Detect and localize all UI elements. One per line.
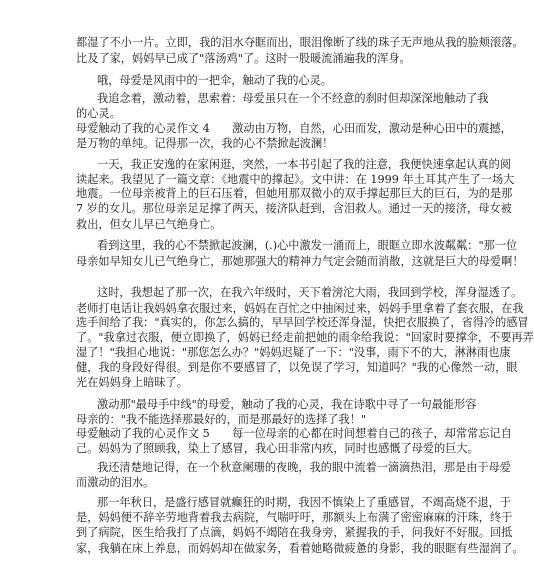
text-line: 母爱触动了我的心灵作文 5 每一位母亲的心都在时间想着自己的孩子，却常常忘记自 xyxy=(76,427,512,440)
text-line: 光在妈妈身上暗昧了。 xyxy=(76,376,188,389)
text-line: 家，我躺在床上养息，而妈妈却在做家务，看着她略微疲惫的身影，我的眼眶有些湿润了。 xyxy=(76,542,524,555)
text-line: 是万物的单纯。记得那一次，我的心不禁掀起波澜！ xyxy=(76,137,334,150)
text-line: 哦，母爱是风雨中的一把伞，触动了我的心灵。 xyxy=(97,74,332,87)
text-line: 我还清楚地记得，在一个秋意阑珊的夜晚，我的眼中流着一滴滴热泪，那是由于母爱 xyxy=(97,461,511,474)
text-line: 都湿了不小一片。立即，我的泪水夺眶而出，眼泪像断了线的珠子无声地从我的脸颊滚落。 xyxy=(76,36,524,49)
text-line: 的心灵。 xyxy=(76,107,121,120)
text-line: 看到这里，我的心不禁掀起波澜，(.)心中激发一涌而上，眼眶立即水波粼粼："那一位 xyxy=(97,239,518,252)
text-line: 地震。一位母亲被背上的巨石压着，但她用那双微小的双手撑起那巨大的巨石，为的是那 xyxy=(76,187,513,200)
text-line: 这时，我想起了那一次，在我六年级时，天下着滂沱大雨，我回到学校，浑身湿透了。 xyxy=(97,286,523,299)
text-line: 到了病院，医生给我打了点滴，妈妈不竭陪在我身旁，紧握我的手，问我好不好服。回抵 xyxy=(76,526,513,539)
text-line: 激动那"最母手中线"的母爱，触动了我的心灵，我在诗歌中寻了一句最能形容 xyxy=(97,398,477,411)
text-line: 而激动的泪水。 xyxy=(76,476,155,489)
text-line: 那一年秋日，是盛行感冒就癫狂的时期，我因不慎染上了重感冒，不竭高烧不退，于 xyxy=(97,496,511,509)
text-line: 母亲如早知女儿已气绝身亡，那她那强大的精神力气定会随而消散，这就是巨大的母爱啊！ xyxy=(76,255,524,268)
text-line: 母爱触动了我的心灵作文 4 激动由万物，自然，心田而发，激动是种心田中的震撼， xyxy=(76,122,512,135)
text-line: 7 岁的女儿。那位母亲足足撑了两天，接济队赶到，含泪救人。通过一天的接济，母女被 xyxy=(76,202,512,215)
text-line: 老师打电话让我妈妈拿衣服过来，妈妈在百忙之中抽闲过来，妈妈手里拿着了套衣服，在我 xyxy=(76,302,524,315)
text-line: 己。妈妈为了照顾我，染上了感冒，我心田非常内疚，同时也感慨了母爱的巨大。 xyxy=(76,442,479,455)
text-line: 救出，但女儿早已气绝身亡。 xyxy=(76,218,222,231)
text-line: 健，我的身段好得很。到是你不要感冒了，以免误了学习，知道吗？"我的心像然一动，眼 xyxy=(76,361,518,374)
text-line: 湿了！"我担心地说："那您怎么办？"妈妈迟疑了一下："没事，雨下不的大，淋淋雨也康 xyxy=(76,346,511,359)
text-line: 母亲的："我不能选择那最好的，而是那最好的选择了我！" xyxy=(76,413,366,426)
text-line: 是，妈妈便不辞辛劳地背着我去病院，气喘吁吁，那额头上布满了密密麻麻的汗珠，终于 xyxy=(76,511,513,524)
text-line: 比及了家，妈妈早已成了"落汤鸡"了。这时一股暖流涌遍我的浑身。 xyxy=(76,52,411,65)
text-line: 读起来。我望见了一篇文章：《地震中的撑起》。文中讲：在 1999 年土耳其产生了一场大 xyxy=(76,173,515,186)
text-line: 选手间给了我："真实的，你怎么搞的，早早回学校还浑身湿，快把衣服换了，省得冷的感冒 xyxy=(76,316,529,329)
text-line: 我追念着，激动着，思索着：母爱虽只在一个不经意的刹时但却深深地触动了我 xyxy=(97,92,489,105)
text-line: 一天，我正安逸的在家闲逛，突然，一本书引起了我的注意，我便快速拿起认真的阅 xyxy=(97,158,511,171)
text-line: 了。"我拿过衣服，便立即换了，妈妈已经走前把她的雨伞给我说："回家时要撑伞，不要再弄 xyxy=(76,331,534,344)
